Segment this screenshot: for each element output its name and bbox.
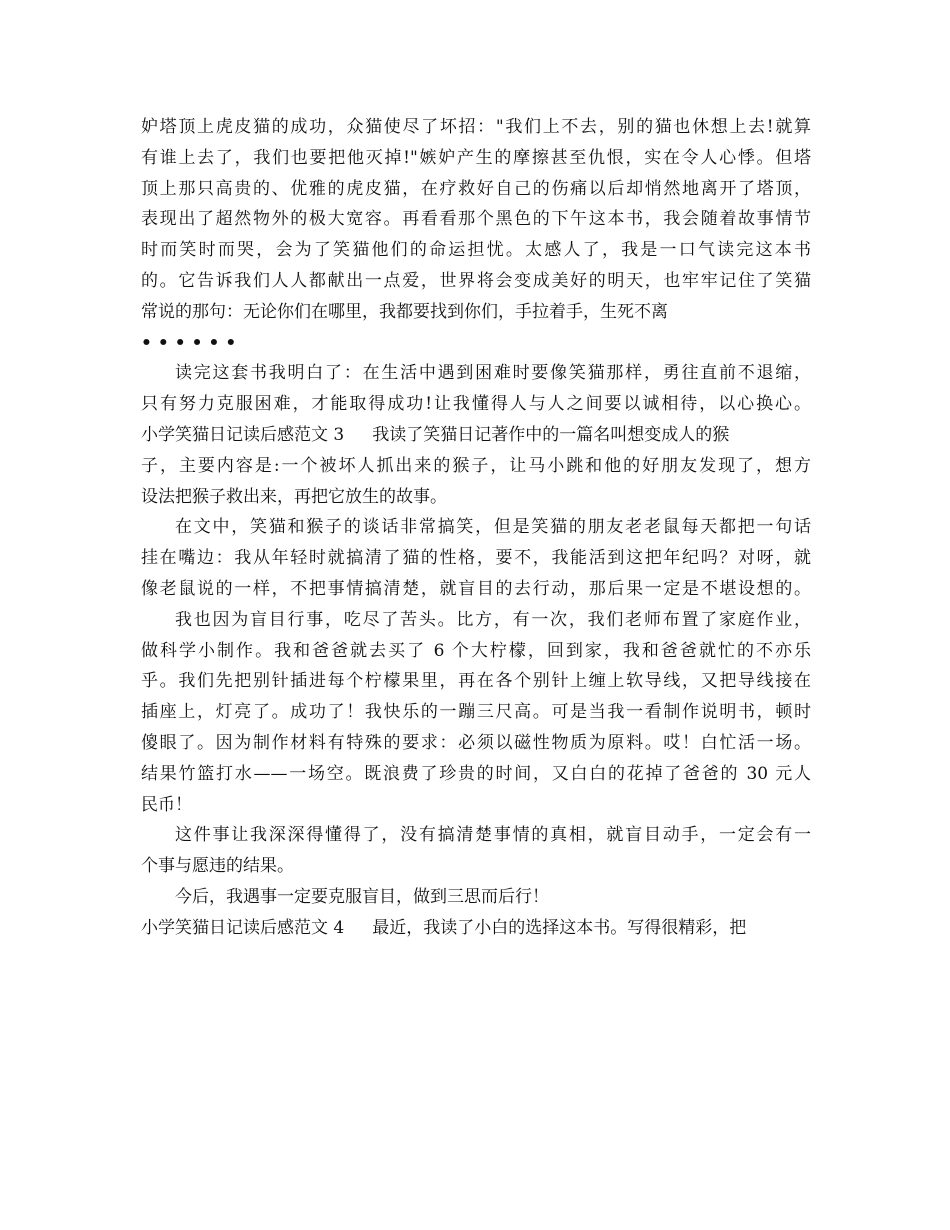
text-line: 今后，我遇事一定要克服盲目，做到三思而后行！	[175, 886, 549, 907]
text-line: 子，主要内容是:一个被坏人抓出来的猴子，让马小跳和他的好朋友发现了，想方	[141, 455, 811, 476]
text-line: 这件事让我深深得懂得了，没有搞清楚事情的真相，就盲目动手，一定会有一	[175, 825, 811, 846]
text-line: 我也因为盲目行事，吃尽了苦头。比方，有一次，我们老师布置了家庭作业，	[175, 609, 811, 630]
text-line: 民币！	[141, 794, 192, 815]
text-line: 设法把猴子救出来，再把它放生的故事。	[141, 486, 447, 507]
text-line: 个事与愿违的结果。	[141, 856, 294, 877]
text-line: 乎。我们先把别针插进每个柠檬果里，再在各个别针上缠上软导线，又把导线接在	[141, 671, 811, 692]
text-line: 表现出了超然物外的极大宽容。再看看那个黑色的下午这本书，我会随着故事情节	[141, 209, 811, 230]
text-line: 常说的那句：无论你们在哪里，我都要找到你们，手拉着手，生死不离	[141, 301, 668, 322]
text-line: 在文中，笑猫和猴子的谈话非常搞笑，但是笑猫的朋友老老鼠每天都把一句话	[175, 517, 811, 538]
text-line: 妒塔顶上虎皮猫的成功，众猫使尽了坏招："我们上不去，别的猫也休想上去!就算	[141, 117, 811, 137]
text-line: 时而笑时而哭，会为了笑猫他们的命运担忧。太感人了，我是一口气读完这本书	[141, 240, 811, 261]
text-line: 插座上，灯亮了。成功了！我快乐的一蹦三尺高。可是当我一看制作说明书，顿时	[141, 702, 811, 723]
ellipsis-dots: ••••••	[141, 332, 243, 353]
text-line: 做科学小制作。我和爸爸就去买了 6 个大柠檬，回到家，我和爸爸就忙的不亦乐	[141, 640, 811, 661]
text-line: 读完这套书我明白了：在生活中遇到困难时要像笑猫那样，勇往直前不退缩，	[175, 363, 811, 384]
text-line: 的。它告诉我们人人都献出一点爱，世界将会变成美好的明天，也牢牢记住了笑猫	[141, 270, 811, 291]
document-page	[141, 112, 811, 944]
essay-heading-label: 小学笑猫日记读后感范文 3	[141, 424, 345, 445]
text-line: 傻眼了。因为制作材料有特殊的要求：必须以磁性物质为原料。哎！白忙活一场。	[141, 732, 811, 753]
essay-heading	[141, 913, 811, 944]
text-line: 像老鼠说的一样，不把事情搞清楚，就盲目的去行动，那后果一定是不堪设想的。	[141, 578, 811, 599]
text-line: 结果竹篮打水——一场空。既浪费了珍贵的时间，又白白的花掉了爸爸的 30 元人	[141, 763, 811, 784]
text-line: 挂在嘴边：我从年轻时就搞清了猫的性格，要不，我能活到这把年纪吗？对呀，就	[141, 548, 811, 569]
essay-heading	[141, 420, 811, 451]
text-line: 只有努力克服困难，才能取得成功!让我懂得人与人之间要以诚相待，以心换心。	[141, 394, 811, 415]
text-line: 顶上那只高贵的、优雅的虎皮猫，在疗救好自己的伤痛以后却悄然地离开了塔顶，	[141, 178, 811, 199]
essay-heading-text: 我读了笑猫日记著作中的一篇名叫想变成人的猴	[372, 424, 730, 445]
essay-heading-label: 小学笑猫日记读后感范文 4	[141, 917, 345, 938]
text-line: 有谁上去了，我们也要把他灭掉!"嫉妒产生的摩擦甚至仇恨，实在令人心悸。但塔	[141, 147, 811, 168]
essay-heading-text: 最近，我读了小白的选择这本书。写得很精彩，把	[372, 917, 747, 938]
